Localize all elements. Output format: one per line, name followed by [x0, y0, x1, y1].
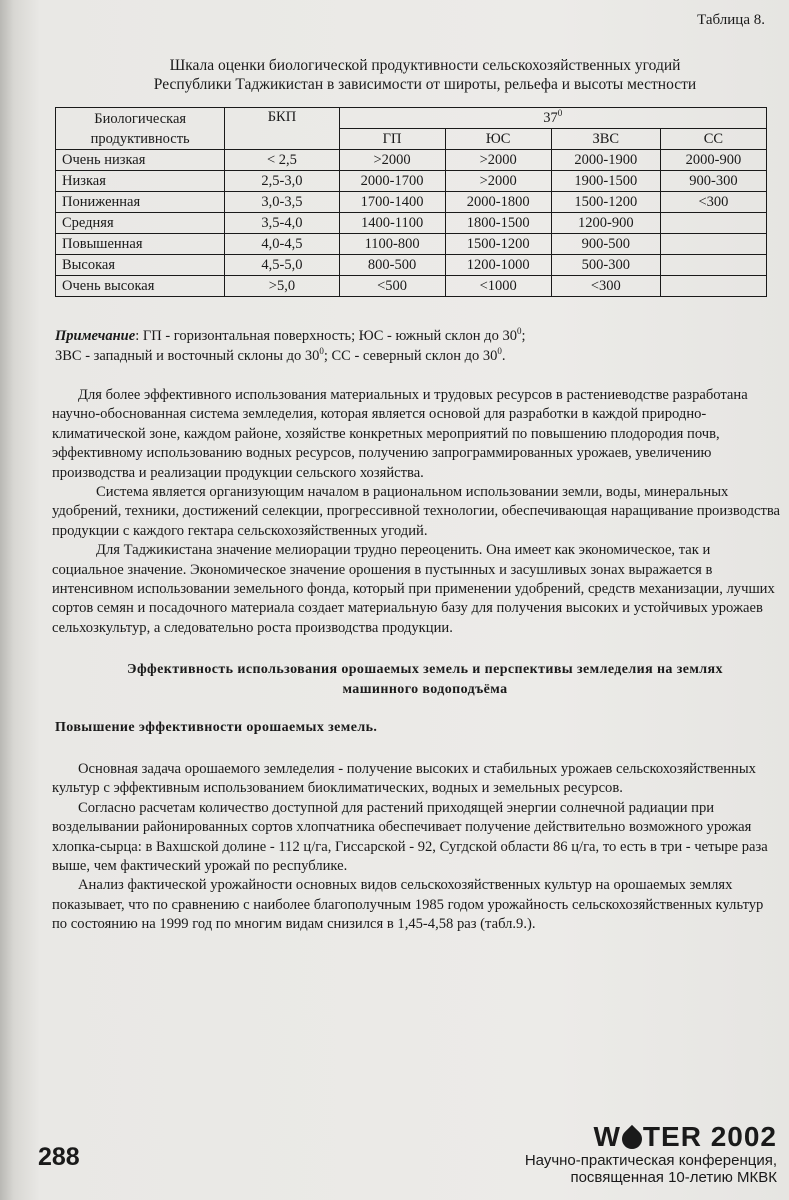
cell: 900-500 [551, 234, 660, 255]
cell: >5,0 [225, 276, 339, 297]
table-row [56, 255, 767, 276]
cell: 500-300 [551, 255, 660, 276]
table-title [60, 56, 789, 94]
logo-text: TER 2002 [642, 1121, 777, 1152]
conference-line: Научно-практическая конференция, [524, 1152, 777, 1169]
subsection-heading: Повышение эффективности орошаемых земель. [55, 720, 378, 735]
table-row [56, 213, 767, 234]
table-row [56, 171, 767, 192]
cell: 1500-1200 [551, 192, 660, 213]
cell: Высокая [56, 255, 225, 276]
cell: < 2,5 [225, 150, 339, 171]
paragraph: Для более эффективного использования материальных и трудовых ресурсов в растениеводстве разработана научно-обоснованная система земледелия, которая является основой для разработки в каждой природно-климатической зоне, каждом районе, хозяйстве конкретных мероприятий по повышению плодородия почв, эффективному использованию водных ресурсов, получению запрограммированных урожаев, увеличению производства и реализации продукции сельского хозяйства. [52, 387, 748, 481]
cell: Средняя [56, 213, 225, 234]
paragraph: Для Таджикистана значение мелиорации трудно переоценить. Она имеет как экономическое, так и социальное значение. Экономическое значение орошения в пустынных и засушливых зонах выражается в интенсивном использовании земельного фонда, который при применении удобрений, средств механизации, лучших сортов семян и посадочного материала создает материальную базу для получения высоких и устойчивых урожаев сельхозкультур, а следовательно роста производства продукции. [52, 542, 775, 636]
cell: 1200-900 [551, 213, 660, 234]
cell: Повышенная [56, 234, 225, 255]
conference-line: посвященная 10-летию МКВК [570, 1169, 777, 1186]
table-title-line: Шкала оценки биологической продуктивности сельскохозяйственных угодий [169, 57, 681, 74]
note-text: : ГП - горизонтальная поверхность; ЮС - южный склон до 30 [135, 328, 517, 344]
header-productivity: Биологическая продуктивность [56, 108, 225, 150]
cell [660, 276, 766, 297]
cell [660, 213, 766, 234]
cell: 1500-1200 [445, 234, 551, 255]
cell: 1800-1500 [445, 213, 551, 234]
section-heading-line: машинного водоподъёма [342, 682, 508, 697]
paragraph: Основная задача орошаемого земледелия - получение высоких и стабильных урожаев сельскохозяйственных культур с эффективным использованием биоклиматических, водных и земельных ресурсов. [52, 761, 756, 797]
cell: 900-300 [660, 171, 766, 192]
water-2002-logo [525, 1122, 777, 1152]
cell: 800-500 [339, 255, 445, 276]
cell: <1000 [445, 276, 551, 297]
logo-letter: W [593, 1121, 621, 1152]
table-title-line: Республики Таджикистан в зависимости от широты, рельефа и высоты местности [153, 76, 697, 93]
latitude-value: 37 [543, 110, 558, 126]
cell: 1400-1100 [339, 213, 445, 234]
conference-brand [525, 1122, 777, 1186]
table-row [56, 276, 767, 297]
note-text: ЗВС - западный и восточный склоны до 30 [55, 348, 320, 364]
paragraph: Анализ фактической урожайности основных видов сельскохозяйственных культур на орошаемых землях показывает, что по сравнению с наиболее благополучным 1985 годом урожайность сельскохозяйственных культур по состоянию на 1999 год по многим видам снизился в 1,45-4,58 раз (табл.9.). [52, 877, 764, 933]
degree-sup: 0 [557, 108, 563, 119]
cell: 2000-900 [660, 150, 766, 171]
productivity-table [55, 107, 767, 297]
cell: <300 [660, 192, 766, 213]
cell: >2000 [445, 150, 551, 171]
cell: 3,0-3,5 [225, 192, 339, 213]
table-row [56, 150, 767, 171]
cell: Очень низкая [56, 150, 225, 171]
cell: <500 [339, 276, 445, 297]
cell: 2000-1700 [339, 171, 445, 192]
cell: 2000-1900 [551, 150, 660, 171]
degree-sup: 0 [319, 346, 324, 357]
cell [660, 255, 766, 276]
header-latitude [339, 108, 766, 129]
cell: 2,5-3,0 [225, 171, 339, 192]
cell: 4,0-4,5 [225, 234, 339, 255]
cell: 4,5-5,0 [225, 255, 339, 276]
note-line: Примечание: ГП - горизонтальная поверхность; ЮС - южный склон до $30^0$; [55, 326, 526, 344]
cell: 1900-1500 [551, 171, 660, 192]
body-text-block-1 [52, 386, 782, 638]
header-gp: ГП [339, 129, 445, 150]
header-yus: ЮС [445, 129, 551, 150]
cell: 1100-800 [339, 234, 445, 255]
cell: Очень высокая [56, 276, 225, 297]
cell: 1200-1000 [445, 255, 551, 276]
paragraph: Согласно расчетам количество доступной для растений приходящей энергии солнечной радиации при возделывании районированных сортов хлопчатника обеспечивает получение действительно возможного урожая хлопка-сырца: в Вахшской долине - 112 ц/га, Гиссарской - 92, Сугдской области 86 ц/га, то есть в три - четыре раза выше, чем фактический урожай по республике. [52, 799, 768, 875]
table-number: Таблица 8. [697, 12, 765, 28]
paragraph: Система является организующим началом в рациональном использовании земли, воды, минеральных удобрений, техники, достижений селекции, прогрессивной технологии, обеспечивающая наращивание производства продукции с каждого гектара сельскохозяйственных угодий. [52, 484, 781, 539]
table-row [56, 234, 767, 255]
cell: Низкая [56, 171, 225, 192]
cell: <300 [551, 276, 660, 297]
header-zvs: ЗВС [551, 129, 660, 150]
cell: 3,5-4,0 [225, 213, 339, 234]
cell: >2000 [445, 171, 551, 192]
note-label: Примечание [55, 328, 136, 344]
page-number: 288 [38, 1143, 80, 1171]
degree-sup: 0 [516, 326, 522, 337]
table-note [55, 326, 775, 366]
header-ss: СС [660, 129, 766, 150]
header-bkp: БКП [225, 108, 339, 150]
cell: Пониженная [56, 192, 225, 213]
cell: 2000-1800 [445, 192, 551, 213]
cell: >2000 [339, 150, 445, 171]
section-heading [60, 660, 789, 700]
section-heading-line: Эффективность использования орошаемых земель и перспективы земледелия на землях [127, 662, 723, 677]
table-row [56, 192, 767, 213]
cell: 1700-1400 [339, 192, 445, 213]
degree-sup: 0 [497, 346, 502, 357]
cell [660, 234, 766, 255]
water-drop-icon [618, 1125, 646, 1153]
note-line: ЗВС - западный и восточный склоны до $30^0$; СС - северный склон до $30^0$. [55, 346, 506, 364]
body-text-block-2 [52, 760, 782, 935]
note-text: ; СС - северный склон до 30 [323, 348, 498, 364]
